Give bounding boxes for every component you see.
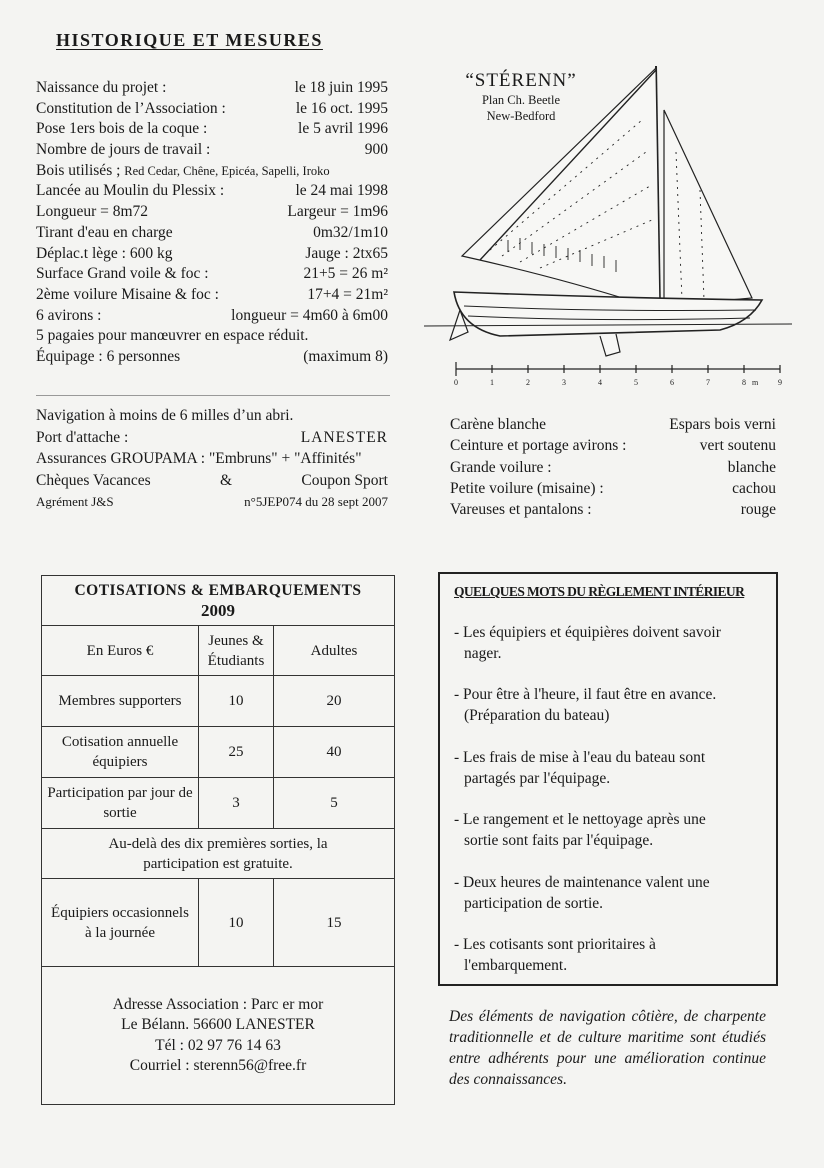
scale-ruler bbox=[456, 362, 780, 376]
scale-label: 4 bbox=[598, 378, 602, 387]
nav-row: Chèques Vacances & Coupon Sport bbox=[36, 471, 388, 489]
scale-label: 3 bbox=[562, 378, 566, 387]
boat-place: New-Bedford bbox=[486, 109, 556, 123]
history-list bbox=[36, 78, 388, 368]
cotisations-table bbox=[41, 575, 395, 1105]
history-row: Bois utilisés ; Red Cedar, Chêne, Epicéa, Sapelli, Iroko bbox=[36, 161, 330, 179]
list-item: - Les frais de mise à l'eau du bateau sont partagés par l'équipage. bbox=[454, 749, 706, 787]
col-header: En Euros € bbox=[42, 626, 199, 676]
scale-label: 7 bbox=[706, 378, 710, 387]
scale-label: 1 bbox=[490, 378, 494, 387]
scale-label: 9 bbox=[778, 378, 782, 387]
list-item: - Les équipiers et équipières doivent savoir nager. bbox=[454, 624, 721, 662]
boat-name: “STÉRENN” bbox=[465, 70, 577, 91]
boat-drawing bbox=[420, 60, 800, 390]
color-row: Carène blanche Espars bois verni bbox=[450, 416, 776, 433]
page-title: HISTORIQUE ET MESURES bbox=[56, 30, 323, 50]
history-row: Longueur = 8m72 Largeur = 1m96 bbox=[36, 203, 388, 221]
boat-plan: Plan Ch. Beetle bbox=[481, 93, 561, 107]
col-header: Adultes bbox=[274, 626, 395, 676]
history-row: 6 avirons : longueur = 4m60 à 6m00 bbox=[36, 306, 388, 324]
history-row: Équipage : 6 personnes (maximum 8) bbox=[36, 347, 388, 365]
reglement-box bbox=[438, 572, 778, 986]
nav-row: Navigation à moins de 6 milles d’un abri. bbox=[36, 407, 294, 424]
closing-paragraph: Des éléments de navigation côtière, de charpente traditionnelle et de culture maritime sont étudiés entre adhérents pour une amélioration continue des connaissances. bbox=[449, 1008, 766, 1088]
cotisations-header: COTISATIONS & EMBARQUEMENTS 2009 bbox=[42, 576, 395, 626]
nav-row: Port d'attache : LANESTER bbox=[36, 428, 388, 446]
history-row: Déplac.t lège : 600 kg Jauge : 2tx65 bbox=[36, 244, 388, 262]
divider bbox=[36, 395, 390, 396]
color-row: Vareuses et pantalons : rouge bbox=[450, 501, 776, 519]
list-item: - Le rangement et le nettoyage après une sortie sont faits par l'équipage. bbox=[454, 811, 706, 849]
association-address: Adresse Association : Parc er mor Le Bélann. 56600 LANESTER Tél : 02 97 76 14 63 Courriel : sterenn56@free.fr bbox=[42, 967, 395, 1105]
history-row: Lancée au Moulin du Plessix : le 24 mai 1998 bbox=[36, 182, 388, 200]
scale-label: 2 bbox=[526, 378, 530, 387]
color-row: Grande voilure : blanche bbox=[450, 458, 776, 476]
scale-unit: m bbox=[752, 378, 759, 387]
list-item: - Deux heures de maintenance valent une participation de sortie. bbox=[454, 874, 710, 912]
nav-row: Assurances GROUPAMA : "Embruns" + "Affinités" bbox=[36, 450, 362, 467]
navigation-info bbox=[36, 405, 388, 513]
reglement-title: QUELQUES MOTS DU RÈGLEMENT INTÉRIEUR bbox=[454, 584, 745, 599]
nav-row: Agrément J&S n°5JEP074 du 28 sept 2007 bbox=[36, 494, 388, 509]
scale-label: 6 bbox=[670, 378, 674, 387]
free-participation-note: Au-delà des dix premières sorties, la participation est gratuite. bbox=[42, 829, 395, 879]
history-row: Surface Grand voile & foc : 21+5 = 26 m² bbox=[36, 265, 388, 283]
table-row: Participation par jour de sortie 3 5 bbox=[42, 778, 395, 829]
history-row: Pose 1ers bois de la coque : le 5 avril 1996 bbox=[36, 120, 388, 138]
table-row: Cotisation annuelle équipiers 25 40 bbox=[42, 727, 395, 778]
history-row: Tirant d'eau en charge 0m32/1m10 bbox=[36, 223, 388, 241]
scale-label: 5 bbox=[634, 378, 638, 387]
scale-label: 0 bbox=[454, 378, 458, 387]
list-item: - Pour être à l'heure, il faut être en avance. (Préparation du bateau) bbox=[454, 686, 717, 724]
history-row: 5 pagaies pour manœuvrer en espace réduit. bbox=[36, 327, 309, 345]
color-row: Ceinture et portage avirons : vert soutenu bbox=[450, 437, 776, 455]
color-row: Petite voilure (misaine) : cachou bbox=[450, 479, 776, 497]
scale-label: 8 bbox=[742, 378, 746, 387]
list-item: - Les cotisants sont prioritaires à l'embarquement. bbox=[454, 936, 656, 974]
col-header: Jeunes & Étudiants bbox=[199, 626, 274, 676]
history-row: 2ème voilure Misaine & foc : 17+4 = 21m² bbox=[36, 285, 388, 303]
history-row: Constitution de l’Association : le 16 oct. 1995 bbox=[36, 99, 388, 117]
history-row: Nombre de jours de travail : 900 bbox=[36, 141, 388, 159]
table-row: Équipiers occasionnels à la journée 10 15 bbox=[42, 879, 395, 967]
history-row: Naissance du projet : le 18 juin 1995 bbox=[36, 79, 388, 96]
colors-list bbox=[450, 414, 776, 520]
table-row: Membres supporters 10 20 bbox=[42, 676, 395, 727]
